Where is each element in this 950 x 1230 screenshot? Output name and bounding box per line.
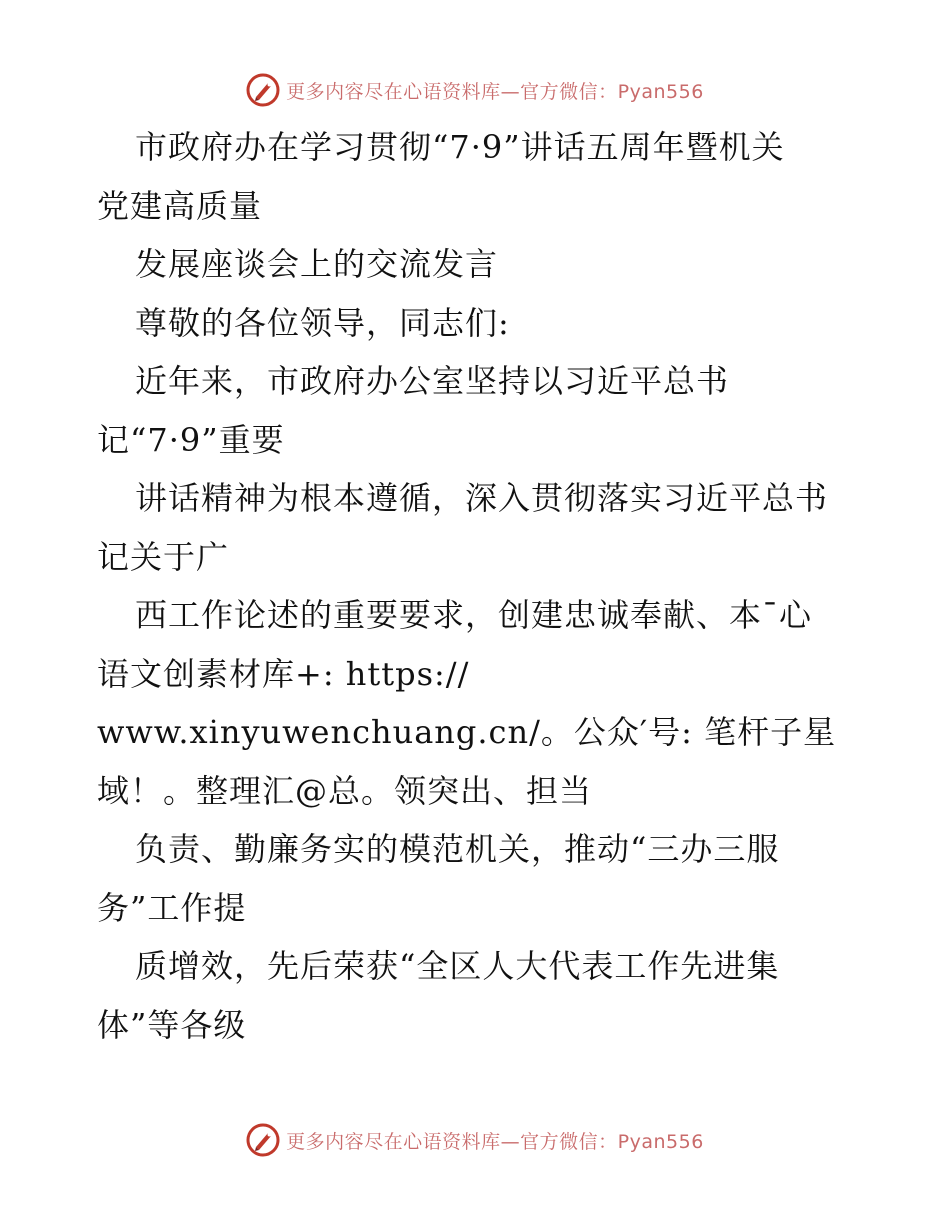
text-line: 尊敬的各位领导，同志们: bbox=[135, 303, 510, 342]
text-line: 语文创素材库+: https:// bbox=[97, 654, 470, 693]
text-line: 体”等各级 bbox=[97, 1005, 247, 1044]
text-line: 域！。整理汇@总。领突出、担当 bbox=[97, 771, 593, 810]
text-line: 质增效，先后荣获“全区人大代表工作先进集 bbox=[135, 947, 780, 985]
text-line: 西工作论述的重要要求，创建忠诚奉献、本¯心 bbox=[135, 596, 813, 634]
text-line: 记“7·9”重要 bbox=[97, 420, 285, 459]
text-line: 记关于广 bbox=[97, 537, 230, 576]
footer-watermark-banner bbox=[0, 1120, 950, 1160]
text-line: www.xinyuwenchuang.cn/。公众′号: 笔杆子星 bbox=[97, 713, 837, 751]
text-line: 务”工作提 bbox=[97, 888, 247, 927]
pen-seal-icon bbox=[246, 1123, 280, 1157]
text-line: 市政府办在学习贯彻“7·9”讲话五周年暨机关 bbox=[135, 128, 785, 166]
text-line: 讲话精神为根本遵循，深入贯彻落实习近平总书 bbox=[135, 479, 829, 517]
pen-seal-icon bbox=[246, 73, 280, 107]
banner-text: 更多内容尽在心语资料库—官方微信：Pyan556 bbox=[286, 1130, 704, 1153]
header-watermark-banner bbox=[0, 70, 950, 110]
text-line: 近年来，市政府办公室坚持以习近平总书 bbox=[135, 362, 730, 400]
document-body bbox=[97, 118, 877, 1054]
text-line: 发展座谈会上的交流发言 bbox=[135, 245, 499, 283]
banner-text: 更多内容尽在心语资料库—官方微信：Pyan556 bbox=[286, 80, 704, 103]
text-line: 负责、勤廉务实的模范机关，推动“三办三服 bbox=[135, 830, 780, 868]
text-line: 党建高质量 bbox=[97, 186, 263, 225]
